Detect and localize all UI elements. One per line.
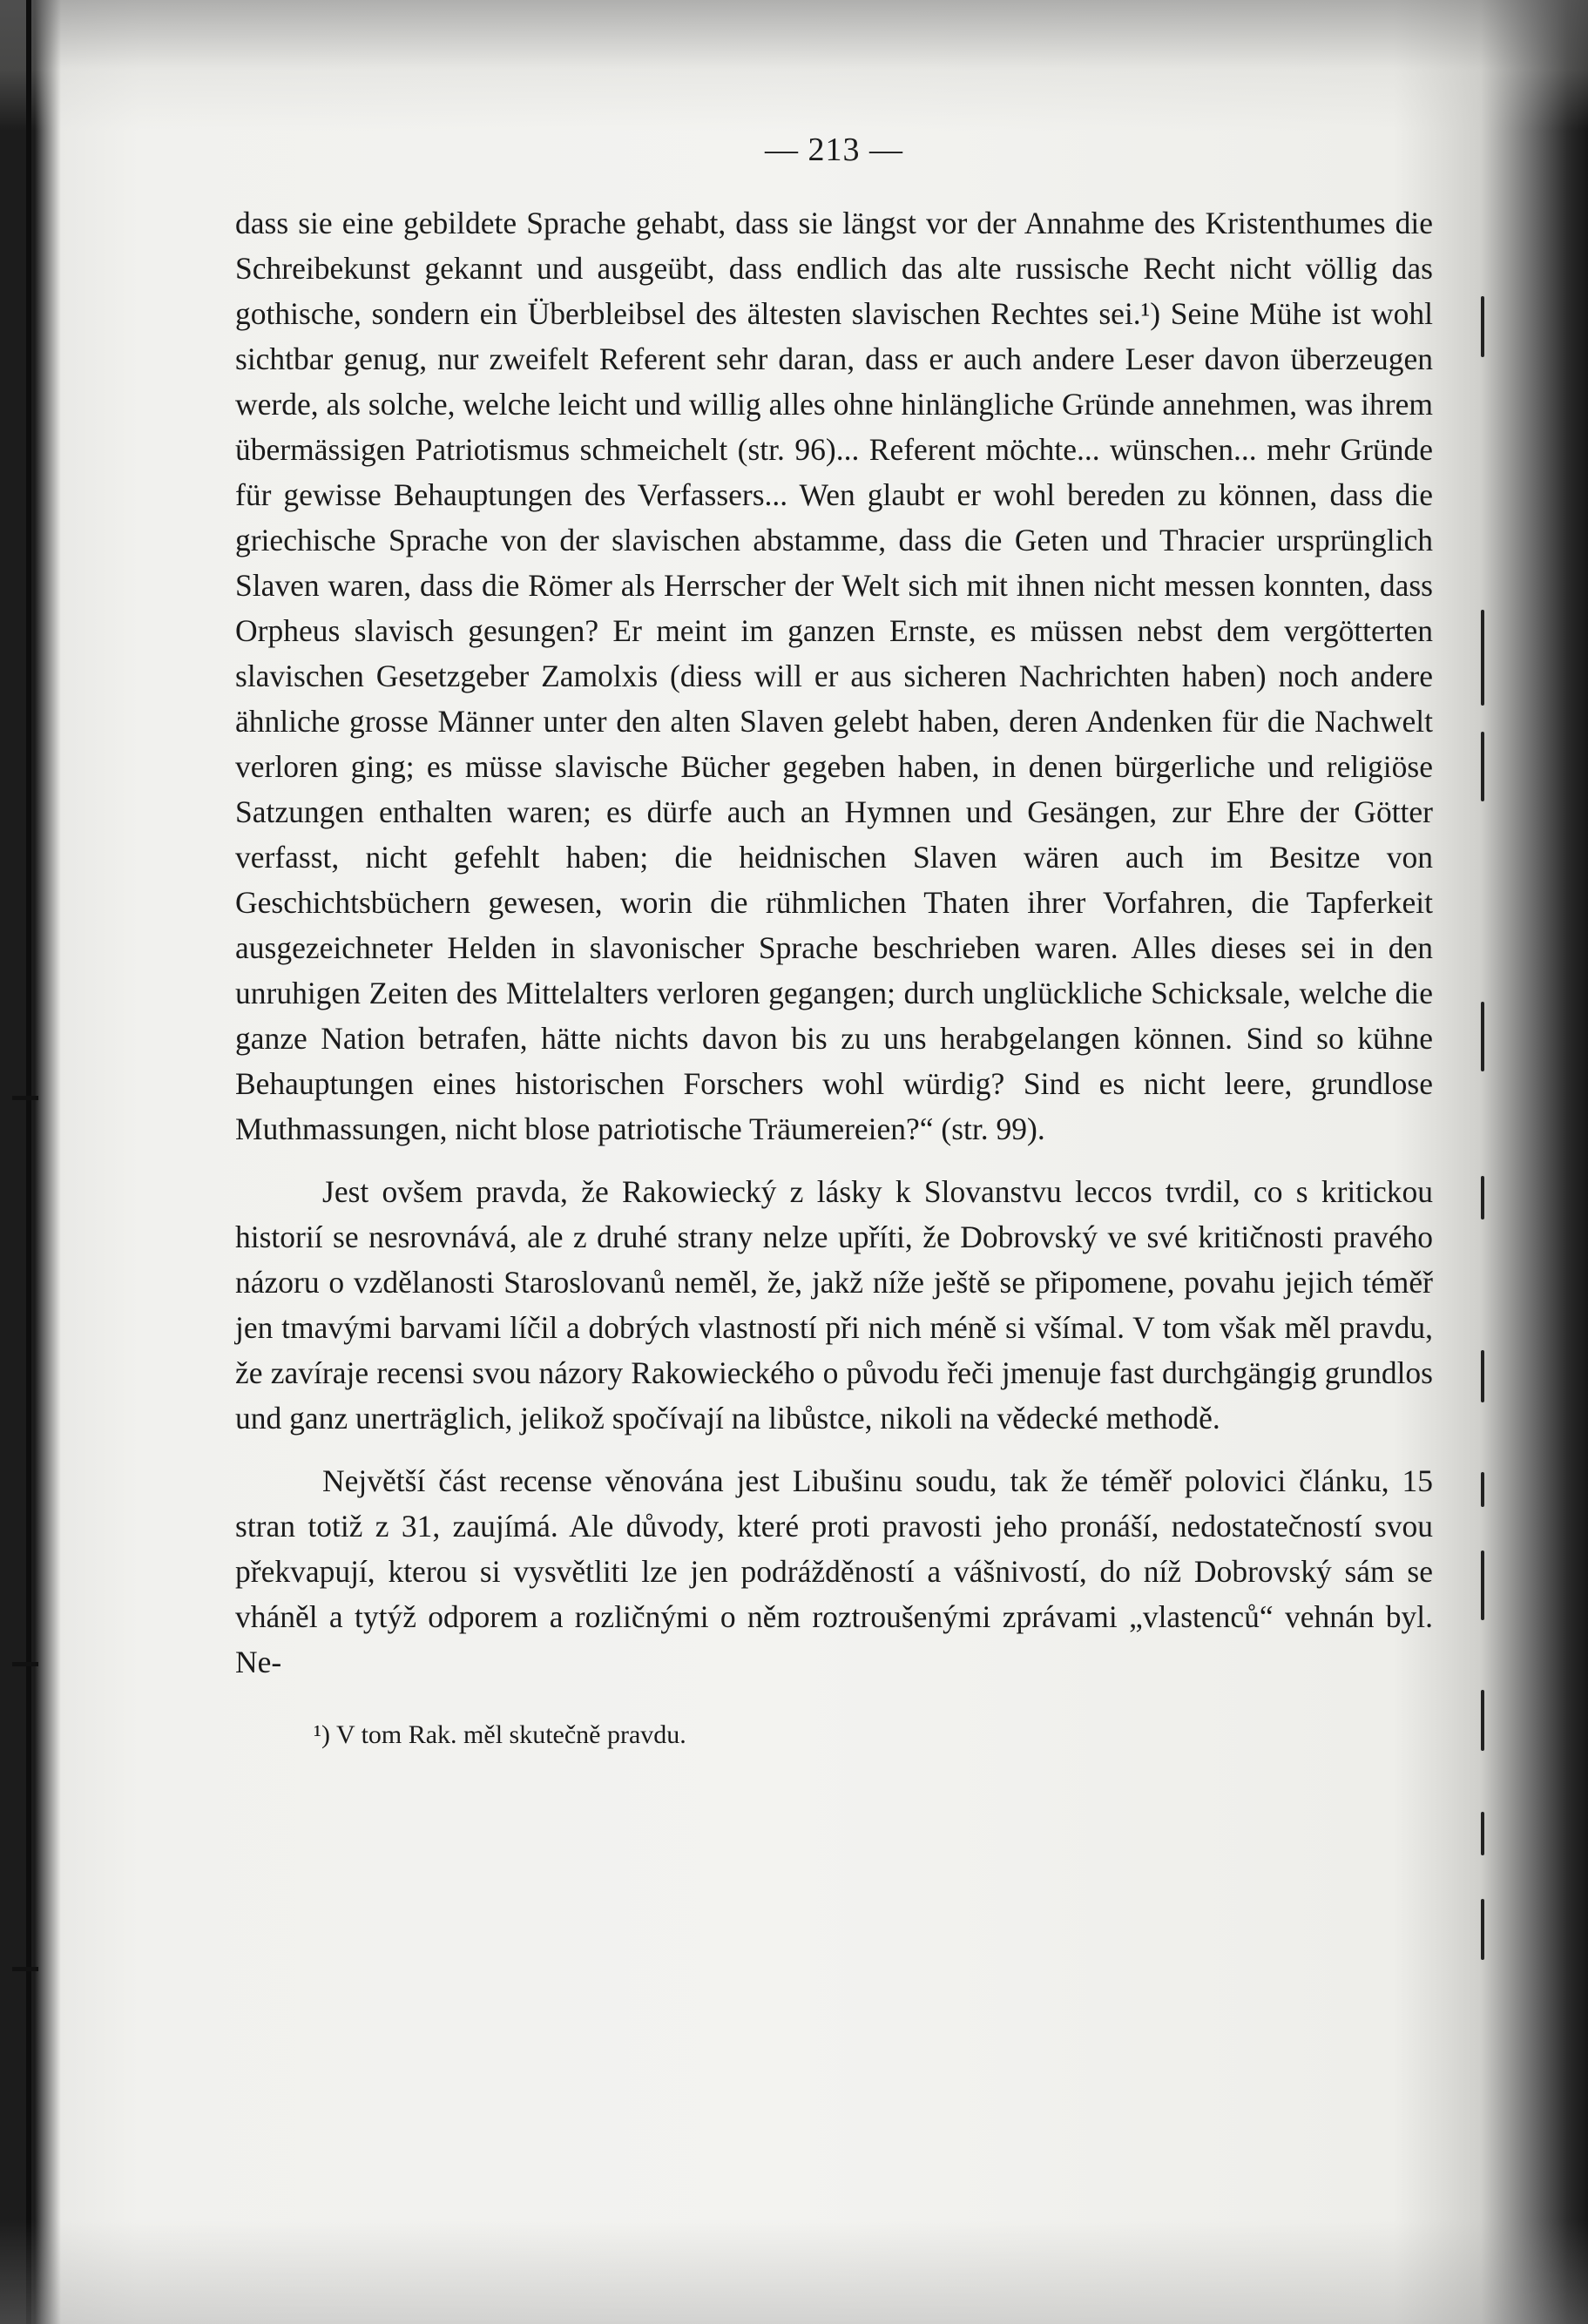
footnote: ¹) V tom Rak. měl skutečně pravdu. — [314, 1720, 686, 1749]
margin-mark — [1481, 1550, 1484, 1620]
paragraph-3: Největší část recense věnována jest Libušinu soudu, tak že téměř polovici článku, 15 stran totiž z 31, zaujímá. Ale důvody, které proti pravosti jeho pronáší, nedostatečností svou překvapují, kterou si vysvětliti lze jen podrážděností a vášnivostí, do níž Dobrovský sám se vháněl a tytýž odporem a rozličnými o něm roztroušenými zprávami „vlastenců“ vehnán byl. Ne- — [235, 1463, 1433, 1679]
paragraph-1: dass sie eine gebildete Sprache gehabt, dass sie längst vor der Annahme des Kristenthumes die Schreibekunst gekannt und ausgeübt, dass endlich das alte russische Recht nicht völlig das gothische, sondern ein Überbleibsel des ältesten slavischen Rechtes sei.¹) Seine Mühe ist wohl sichtbar genug, nur zweifelt Referent sehr daran, dass er auch andere Leser davon überzeugen werde, als solche, welche leicht und willig alles ohne hinlängliche Gründe annehmen, was ihrem übermässigen Patriotismus schmeichelt (str. 96)... Referent möchte... wünschen... mehr Gründe für gewisse Behauptungen des Verfassers... Wen glaubt er wohl bereden zu können, dass die griechische Sprache von der slavischen abstamme, dass die Geten und Thracier ursprünglich Slaven waren, dass die Römer als Herrscher der Welt sich mit ihnen nicht messen konnten, dass Orpheus slavisch gesungen? Er meint im ganzen Ernste, es müssen nebst dem vergötterten slavischen Gesetzgeber Zamolxis (diess will er aus sicheren Nachrichten haben) noch andere ähnliche grosse Männer unter den alten Slaven gelebt haben, deren Andenken für die Nachwelt verloren ging; es müsse slavische Bücher gegeben haben, in denen bürgerliche und religiöse Satzungen enthalten waren; es dürfe auch an Hymnen und Gesängen, zur Ehre der Götter verfasst, nicht gefehlt haben; die heidnischen Slaven wären auch im Besitze von Geschichtsbüchern gewesen, worin die rühmlichen Thaten ihrer Vorfahren, die Tapferkeit ausgezeichneter Helden in slavonischer Sprache beschrieben waren. Alles dieses sei in den unruhigen Zeiten des Mittelalters verloren gegangen; durch unglückliche Schicksale, welche die ganze Nation betrafen, hätte nichts davon bis zu uns herabgelangen können. Sind so kühne Behauptungen eines historischen Forschers wohl würdig? Sind es nicht leere, grundlose Muthmassungen, nicht blose patriotische Träumereien?“ (str. 99). — [235, 206, 1433, 1146]
paragraph-2: Jest ovšem pravda, že Rakowiecký z lásky k Slovanstvu leccos tvrdil, co s kritickou historií se nesrovnává, ale z druhé strany nelze upříti, že Dobrovský ve své kritičnosti pravého názoru o vzdělanosti Staroslovanů neměl, že, jakž níže ještě se připomene, povahu jejich téměř jen tmavými barvami líčil a dobrých vlastností při nich méně si všímal. V tom však měl pravdu, že zavíraje recensi svou názory Rakowieckého o původu řeči jmenuje fast durchgängig grundlos und ganz unerträglich, jelikož spočívají na libůstce, nikoli na vědecké methodě. — [235, 1174, 1433, 1436]
margin-mark — [1481, 732, 1484, 801]
margin-mark — [1481, 1472, 1484, 1507]
page-number: — 213 — — [765, 132, 903, 168]
scan-edge-mark — [12, 1967, 38, 1971]
margin-mark — [1481, 1002, 1484, 1071]
margin-mark — [1481, 1350, 1484, 1402]
margin-mark — [1481, 1176, 1484, 1219]
scan-edge-mark — [12, 1662, 38, 1666]
margin-mark — [1481, 1690, 1484, 1751]
margin-mark — [1481, 1812, 1484, 1855]
scan-edge-mark — [12, 1096, 38, 1100]
margin-mark — [1481, 610, 1484, 706]
binding-edge — [26, 0, 31, 2324]
footnote-separator — [235, 1685, 1433, 1693]
margin-mark — [1481, 1899, 1484, 1960]
document-page — [235, 131, 1433, 1753]
margin-mark — [1481, 296, 1484, 357]
